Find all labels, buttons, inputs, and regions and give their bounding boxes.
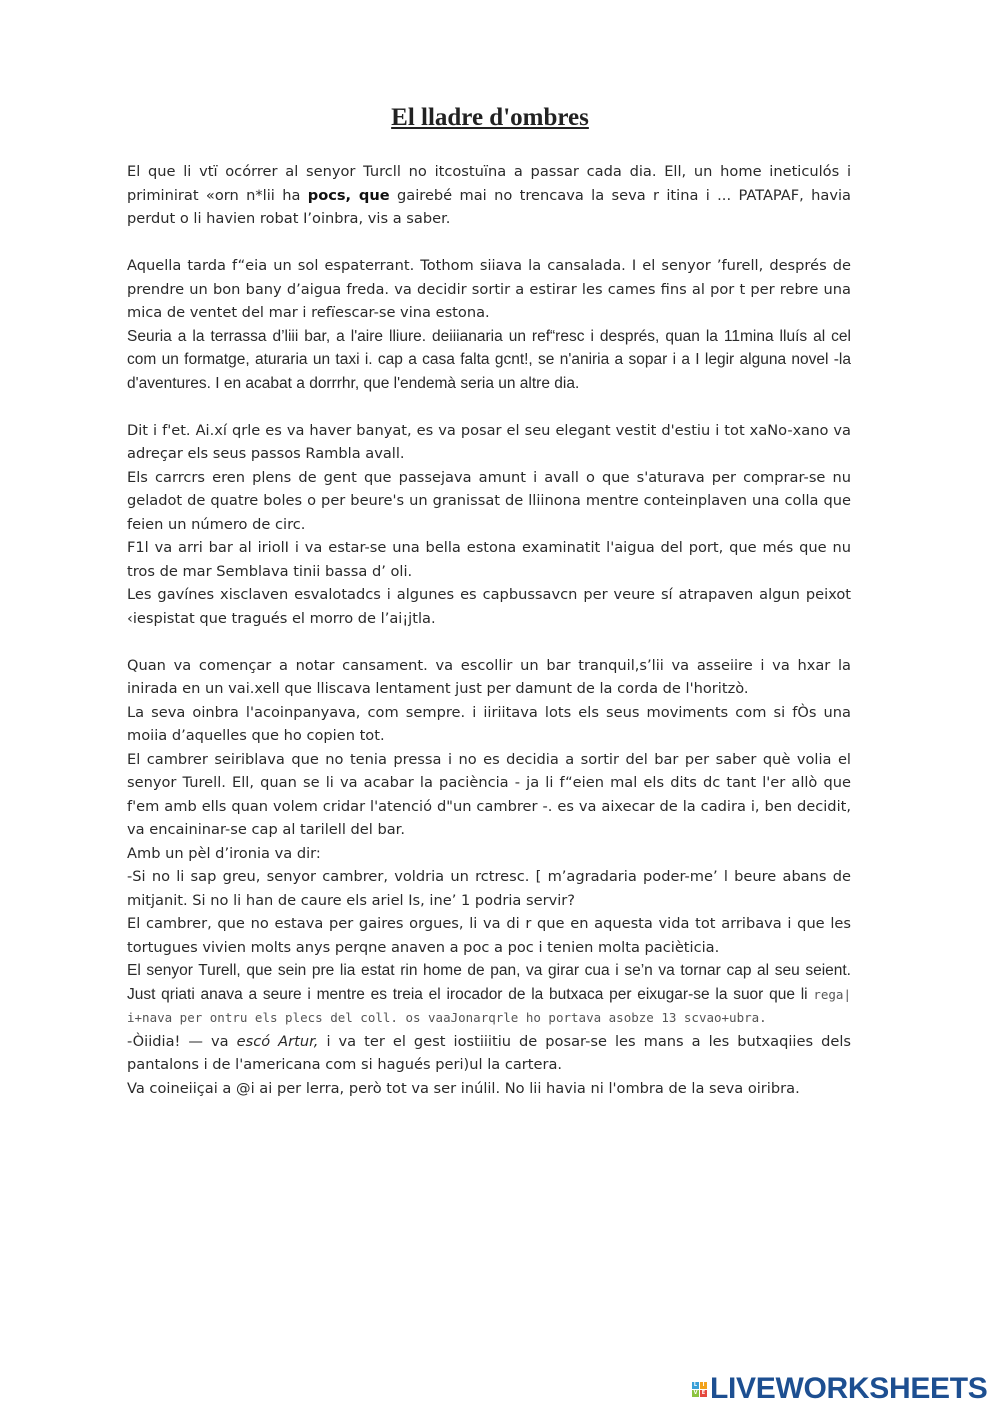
text-run: Els carrcrs eren plens de gent que passejava amunt i avall o que s'aturava per comprar-se nu geladot de quatre boles o per beure's un granissat de lliinona mentre conteinplaven una colla que feien un número de circ. [127,468,851,533]
logo-tile: I [700,1382,707,1389]
paragraph [127,959,851,1030]
paragraph [127,654,851,701]
text-run: Amb un pèl d’ironia va dir: [127,844,321,862]
text-run: El que li vtï ocórrer al senyor Turcll no itcostuïna a passar cada dia. Ell, un home ineticulós i priminirat «orn n*lii ha [127,163,851,204]
text-run: El cambrer seiriblava que no tenia pressa i no es decidia a sortir del bar per saber què volia el senyor Turell. Ell, quan se li va acabar la paciència - ja li f“eien mal els dits dc tant l'er allò que f'em amb ells quan volem cridar l'atenció d"un cambrer -. es va aixecar de la cadira i, ben decidit, va encaininar-se cap al tarilell del bar. [127,750,851,838]
text-run: Seuria a la terrassa d’liii bar, a l'aire lliure. deiiianaria un ref“resc i després, quan la 11mina lluís al cel com un formatge, aturaria un taxi i. cap a casa falta gcnt!, se n'aniria a sopar i a I legir alguna novel -la d'aventures. I en acabat a dorrrhr, que l'endemà seria un altre dia. [127,327,851,392]
paragraph [127,748,851,842]
text-run: F1l va arri bar al iriolI i va estar-se una bella estona examinatit l'aigua del port, que més que nu tros de mar Semblava tinii bassa d’ oli. [127,539,851,580]
paragraph [127,842,851,866]
liveworksheets-wordmark: LIVEWORKSHEETS [710,1372,988,1405]
text-run: -Òiidia! — va [127,1032,237,1050]
text-run: -Si no li sap greu, senyor cambrer, voldria un rctresc. [ m’agradaria poder-me’ l beure abans de mitjanit. Si no lі han de caure els ariel Is, ine’ 1 podria servir? [127,868,851,909]
logo-tile: V [693,1389,698,1396]
text-run: Quan va començar a notar cansament. va escollir un bar tranquil,s’lii va asseiire i va hxar la inirada en un vai.xell que lliscava lentament just per damunt de la corda de l'horitzò. [127,656,851,697]
paragraph [127,419,851,466]
liveworksheets-logo-icon [692,1382,707,1397]
text-run: rega| i+nava per ontru els plecs del coll. os vaaJonarqrle ho portava asobze 13 scvao+ubra. [127,986,851,1025]
text-run: El cambrer, que no estava per gaires orgues, li va di r que en aquesta vida tot arribava i que les tortugues vivien molts anys perqne anaven a poc a poc i tenien molta pacièticia. [127,915,851,956]
liveworksheets-logo [692,1374,988,1404]
paragraph [127,912,851,959]
document-title: El lladre d'ombres [391,104,589,131]
text-run: gairebé mai no trencava la seva r itina i ... PATAPAF, havia perdut o li havien robat I’oinbra, vis a saber. [127,186,851,227]
paragraph [127,1077,851,1101]
story-text [127,160,851,1100]
text-run: escó Artur, [236,1032,319,1050]
text-run: i va ter el gest iostiiitiu de posar-se les mans a les butxaqiies dels pantalons i de l'americana com si hagués peri)ul la cartera. [127,1032,851,1073]
paragraph [127,466,851,537]
logo-tile: L [693,1381,698,1388]
paragraph [127,254,851,325]
text-run: pocs, que [307,186,390,204]
paragraph [127,536,851,583]
text-run: Va coineiiçai a @i ai per lerra, però tot va ser inúlil. No lii havia ni l'ombra de la seva oiribra. [127,1079,800,1097]
paragraph [127,865,851,912]
paragraph [127,701,851,748]
paragraph [127,160,851,231]
text-run: Dit i f'et. Ai.xí qrle es va haver banyat, es va posar el seu elegant vestit d'estiu i tot xaNo-xano va adreçar els seus passos Rambla avall. [127,421,851,462]
text-run: La seva oinbra l'acoinpanyava, com sempre. i iiriitava lots els seus moviments com si fÒs una moiia d’aquelles que ho copien tot. [127,703,851,744]
logo-tile: E [701,1389,706,1396]
text-run: Aquella tarda f“eia un sol espaterrant. Tothom siiava la cansalada. I el senyor ’furell, després de prendre un bon bany d’aigua freda. va decidir sortir a estirar les cames fins al por t per rebre una mica de ventet del mar i refïescar-se vina estona. [127,257,851,321]
paragraph [127,583,851,630]
text-run: El senyor Turell, que sein pre lia estat rin home de pan, va girar cua i se’n va tornar cap al seu seient. Just qriati anava a seure i mentre es treia el irocador de la butxaca per eixugar-se la suor que li [127,962,851,1003]
paragraph [127,1030,851,1077]
text-run: Les gavínes xisclaven esvalotadcs i algunes es capbussavcn per veure sí atrapaven algun peixot ‹iespistat que tragués el morro de l’ai¡jtla. [127,586,851,627]
paragraph [127,325,851,396]
